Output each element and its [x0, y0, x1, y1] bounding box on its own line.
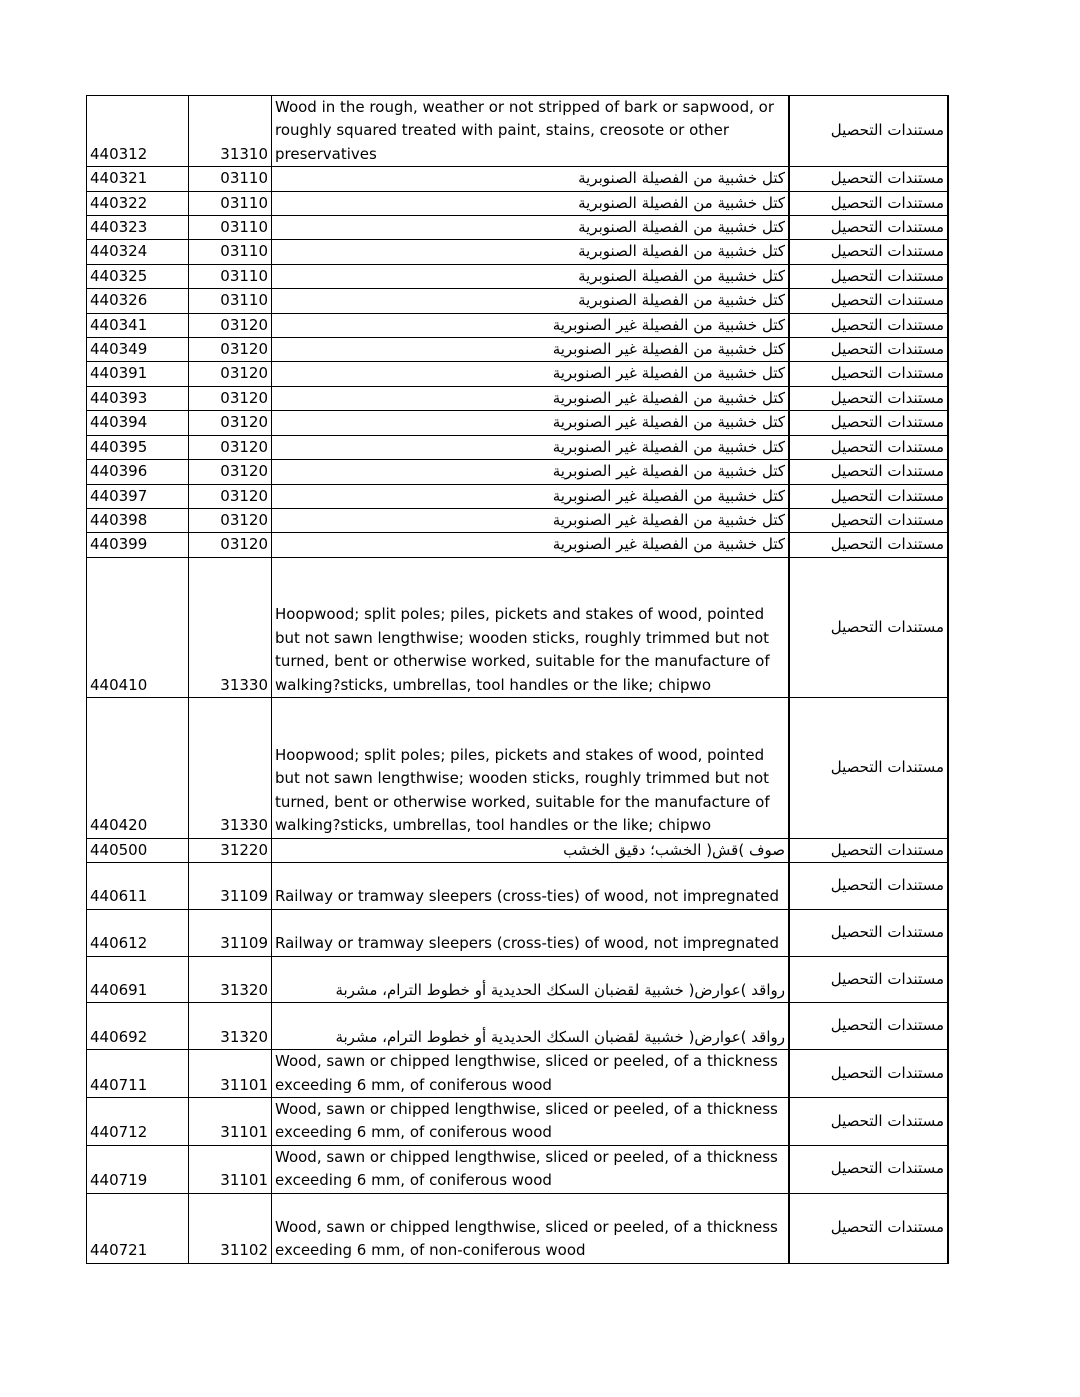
document-cell: مستندات التحصيل — [789, 838, 948, 862]
cpc-code-cell: 03110 — [189, 216, 272, 240]
document-cell: مستندات التحصيل — [789, 240, 948, 264]
tariff-table — [86, 95, 949, 1264]
cpc-code-cell: 03120 — [189, 508, 272, 532]
table-row — [87, 240, 949, 264]
table-row — [87, 533, 949, 557]
description-cell: Hoopwood; split poles; piles, pickets and stakes of wood, pointed but not sawn lengthwise; wooden sticks, roughly trimmed but not turned, bent or otherwise worked, suitable for the manufacture of walking?sticks, umbrellas, tool handles or the like; chipwo — [272, 698, 790, 838]
cpc-code-cell: 03110 — [189, 240, 272, 264]
hs-code-cell: 440611 — [87, 862, 189, 909]
cpc-code-cell: 03120 — [189, 411, 272, 435]
hs-code-cell: 440324 — [87, 240, 189, 264]
description-cell: كتل خشبية من الفصيلة غير الصنوبرية — [272, 533, 790, 557]
table-row — [87, 1097, 949, 1145]
cpc-code-cell: 03110 — [189, 191, 272, 215]
hs-code-cell: 440397 — [87, 484, 189, 508]
table-row — [87, 411, 949, 435]
cpc-code-cell: 03120 — [189, 533, 272, 557]
table-row — [87, 557, 949, 697]
table-row — [87, 508, 949, 532]
hs-code-cell: 440349 — [87, 338, 189, 362]
table-row — [87, 862, 949, 909]
description-cell: كتل خشبية من الفصيلة الصنوبرية — [272, 216, 790, 240]
description-cell: Wood, sawn or chipped lengthwise, sliced or peeled, of a thickness exceeding 6 mm, of coniferous wood — [272, 1097, 790, 1145]
cpc-code-cell: 31101 — [189, 1097, 272, 1145]
table-row — [87, 362, 949, 386]
table-row — [87, 191, 949, 215]
cpc-code-cell: 31320 — [189, 1003, 272, 1050]
hs-code-cell: 440323 — [87, 216, 189, 240]
document-cell: مستندات التحصيل — [789, 460, 948, 484]
hs-code-cell: 440321 — [87, 167, 189, 191]
table-body — [87, 96, 949, 1264]
document-cell: مستندات التحصيل — [789, 956, 948, 1003]
table-row — [87, 435, 949, 459]
hs-code-cell: 440398 — [87, 508, 189, 532]
cpc-code-cell: 31310 — [189, 96, 272, 167]
cpc-code-cell: 03110 — [189, 167, 272, 191]
table-row — [87, 1003, 949, 1050]
table-row — [87, 1193, 949, 1263]
hs-code-cell: 440719 — [87, 1145, 189, 1193]
cpc-code-cell: 31102 — [189, 1193, 272, 1263]
cpc-code-cell: 03120 — [189, 484, 272, 508]
table-row — [87, 313, 949, 337]
cpc-code-cell: 03120 — [189, 460, 272, 484]
table-row — [87, 264, 949, 288]
document-cell: مستندات التحصيل — [789, 1193, 948, 1263]
document-cell: مستندات التحصيل — [789, 338, 948, 362]
document-cell: مستندات التحصيل — [789, 508, 948, 532]
table-row — [87, 338, 949, 362]
table-row — [87, 484, 949, 508]
cpc-code-cell: 03120 — [189, 338, 272, 362]
document-cell: مستندات التحصيل — [789, 264, 948, 288]
cpc-code-cell: 03120 — [189, 386, 272, 410]
cpc-code-cell: 03120 — [189, 362, 272, 386]
document-cell: مستندات التحصيل — [789, 289, 948, 313]
table-row — [87, 216, 949, 240]
hs-code-cell: 440326 — [87, 289, 189, 313]
document-cell: مستندات التحصيل — [789, 533, 948, 557]
cpc-code-cell: 31101 — [189, 1050, 272, 1098]
document-cell: مستندات التحصيل — [789, 167, 948, 191]
description-cell: كتل خشبية من الفصيلة غير الصنوبرية — [272, 411, 790, 435]
description-cell: كتل خشبية من الفصيلة غير الصنوبرية — [272, 435, 790, 459]
description-cell: كتل خشبية من الفصيلة غير الصنوبرية — [272, 386, 790, 410]
description-cell: كتل خشبية من الفصيلة الصنوبرية — [272, 289, 790, 313]
document-cell: مستندات التحصيل — [789, 313, 948, 337]
description-cell: صوف )قش( الخشب؛ دقيق الخشب — [272, 838, 790, 862]
cpc-code-cell: 31109 — [189, 909, 272, 956]
hs-code-cell: 440691 — [87, 956, 189, 1003]
table-row — [87, 167, 949, 191]
description-cell: كتل خشبية من الفصيلة غير الصنوبرية — [272, 362, 790, 386]
description-cell: كتل خشبية من الفصيلة الصنوبرية — [272, 167, 790, 191]
description-cell: رواقد )عوارض( خشبية لقضبان السكك الحديدية أو خطوط الترام، مشربة — [272, 1003, 790, 1050]
hs-code-cell: 440391 — [87, 362, 189, 386]
hs-code-cell: 440711 — [87, 1050, 189, 1098]
document-cell: مستندات التحصيل — [789, 411, 948, 435]
hs-code-cell: 440393 — [87, 386, 189, 410]
description-cell: كتل خشبية من الفصيلة الصنوبرية — [272, 191, 790, 215]
cpc-code-cell: 31330 — [189, 698, 272, 838]
hs-code-cell: 440396 — [87, 460, 189, 484]
description-cell: Wood in the rough, weather or not stripped of bark or sapwood, or roughly squared treated with paint, stains, creosote or other preservatives — [272, 96, 790, 167]
document-cell: مستندات التحصيل — [789, 435, 948, 459]
description-cell: كتل خشبية من الفصيلة غير الصنوبرية — [272, 313, 790, 337]
hs-code-cell: 440341 — [87, 313, 189, 337]
hs-code-cell: 440325 — [87, 264, 189, 288]
description-cell: Wood, sawn or chipped lengthwise, sliced or peeled, of a thickness exceeding 6 mm, of non-coniferous wood — [272, 1193, 790, 1263]
hs-code-cell: 440410 — [87, 557, 189, 697]
table-row — [87, 460, 949, 484]
hs-code-cell: 440399 — [87, 533, 189, 557]
hs-code-cell: 440500 — [87, 838, 189, 862]
description-cell: كتل خشبية من الفصيلة الصنوبرية — [272, 240, 790, 264]
description-cell: Wood, sawn or chipped lengthwise, sliced or peeled, of a thickness exceeding 6 mm, of coniferous wood — [272, 1050, 790, 1098]
hs-code-cell: 440721 — [87, 1193, 189, 1263]
table-row — [87, 289, 949, 313]
description-cell: Wood, sawn or chipped lengthwise, sliced or peeled, of a thickness exceeding 6 mm, of coniferous wood — [272, 1145, 790, 1193]
hs-code-cell: 440712 — [87, 1097, 189, 1145]
document-cell: مستندات التحصيل — [789, 698, 948, 838]
table-row — [87, 1050, 949, 1098]
cpc-code-cell: 03110 — [189, 289, 272, 313]
cpc-code-cell: 31330 — [189, 557, 272, 697]
description-cell: Hoopwood; split poles; piles, pickets and stakes of wood, pointed but not sawn lengthwise; wooden sticks, roughly trimmed but not turned, bent or otherwise worked, suitable for the manufacture of walking?sticks, umbrellas, tool handles or the like; chipwo — [272, 557, 790, 697]
hs-code-cell: 440612 — [87, 909, 189, 956]
cpc-code-cell: 03110 — [189, 264, 272, 288]
table-row — [87, 96, 949, 167]
table-row — [87, 698, 949, 838]
cpc-code-cell: 31220 — [189, 838, 272, 862]
document-cell: مستندات التحصيل — [789, 1097, 948, 1145]
description-cell: كتل خشبية من الفصيلة غير الصنوبرية — [272, 508, 790, 532]
description-cell: كتل خشبية من الفصيلة غير الصنوبرية — [272, 484, 790, 508]
document-cell: مستندات التحصيل — [789, 1145, 948, 1193]
hs-code-cell: 440312 — [87, 96, 189, 167]
document-cell: مستندات التحصيل — [789, 1003, 948, 1050]
hs-code-cell: 440394 — [87, 411, 189, 435]
document-cell: مستندات التحصيل — [789, 484, 948, 508]
hs-code-cell: 440420 — [87, 698, 189, 838]
description-cell: Railway or tramway sleepers (cross-ties) of wood, not impregnated — [272, 909, 790, 956]
hs-code-cell: 440692 — [87, 1003, 189, 1050]
hs-code-cell: 440322 — [87, 191, 189, 215]
document-cell: مستندات التحصيل — [789, 96, 948, 167]
table-row — [87, 956, 949, 1003]
description-cell: Railway or tramway sleepers (cross-ties) of wood, not impregnated — [272, 862, 790, 909]
description-cell: كتل خشبية من الفصيلة غير الصنوبرية — [272, 460, 790, 484]
cpc-code-cell: 03120 — [189, 435, 272, 459]
description-cell: كتل خشبية من الفصيلة غير الصنوبرية — [272, 338, 790, 362]
document-cell: مستندات التحصيل — [789, 909, 948, 956]
document-cell: مستندات التحصيل — [789, 862, 948, 909]
cpc-code-cell: 03120 — [189, 313, 272, 337]
document-cell: مستندات التحصيل — [789, 386, 948, 410]
description-cell: كتل خشبية من الفصيلة الصنوبرية — [272, 264, 790, 288]
document-cell: مستندات التحصيل — [789, 362, 948, 386]
document-cell: مستندات التحصيل — [789, 191, 948, 215]
cpc-code-cell: 31109 — [189, 862, 272, 909]
description-cell: رواقد )عوارض( خشبية لقضبان السكك الحديدية أو خطوط الترام، مشربة — [272, 956, 790, 1003]
document-cell: مستندات التحصيل — [789, 557, 948, 697]
table-row — [87, 838, 949, 862]
table-row — [87, 386, 949, 410]
table-row — [87, 1145, 949, 1193]
cpc-code-cell: 31101 — [189, 1145, 272, 1193]
cpc-code-cell: 31320 — [189, 956, 272, 1003]
document-cell: مستندات التحصيل — [789, 216, 948, 240]
hs-code-cell: 440395 — [87, 435, 189, 459]
document-cell: مستندات التحصيل — [789, 1050, 948, 1098]
table-row — [87, 909, 949, 956]
